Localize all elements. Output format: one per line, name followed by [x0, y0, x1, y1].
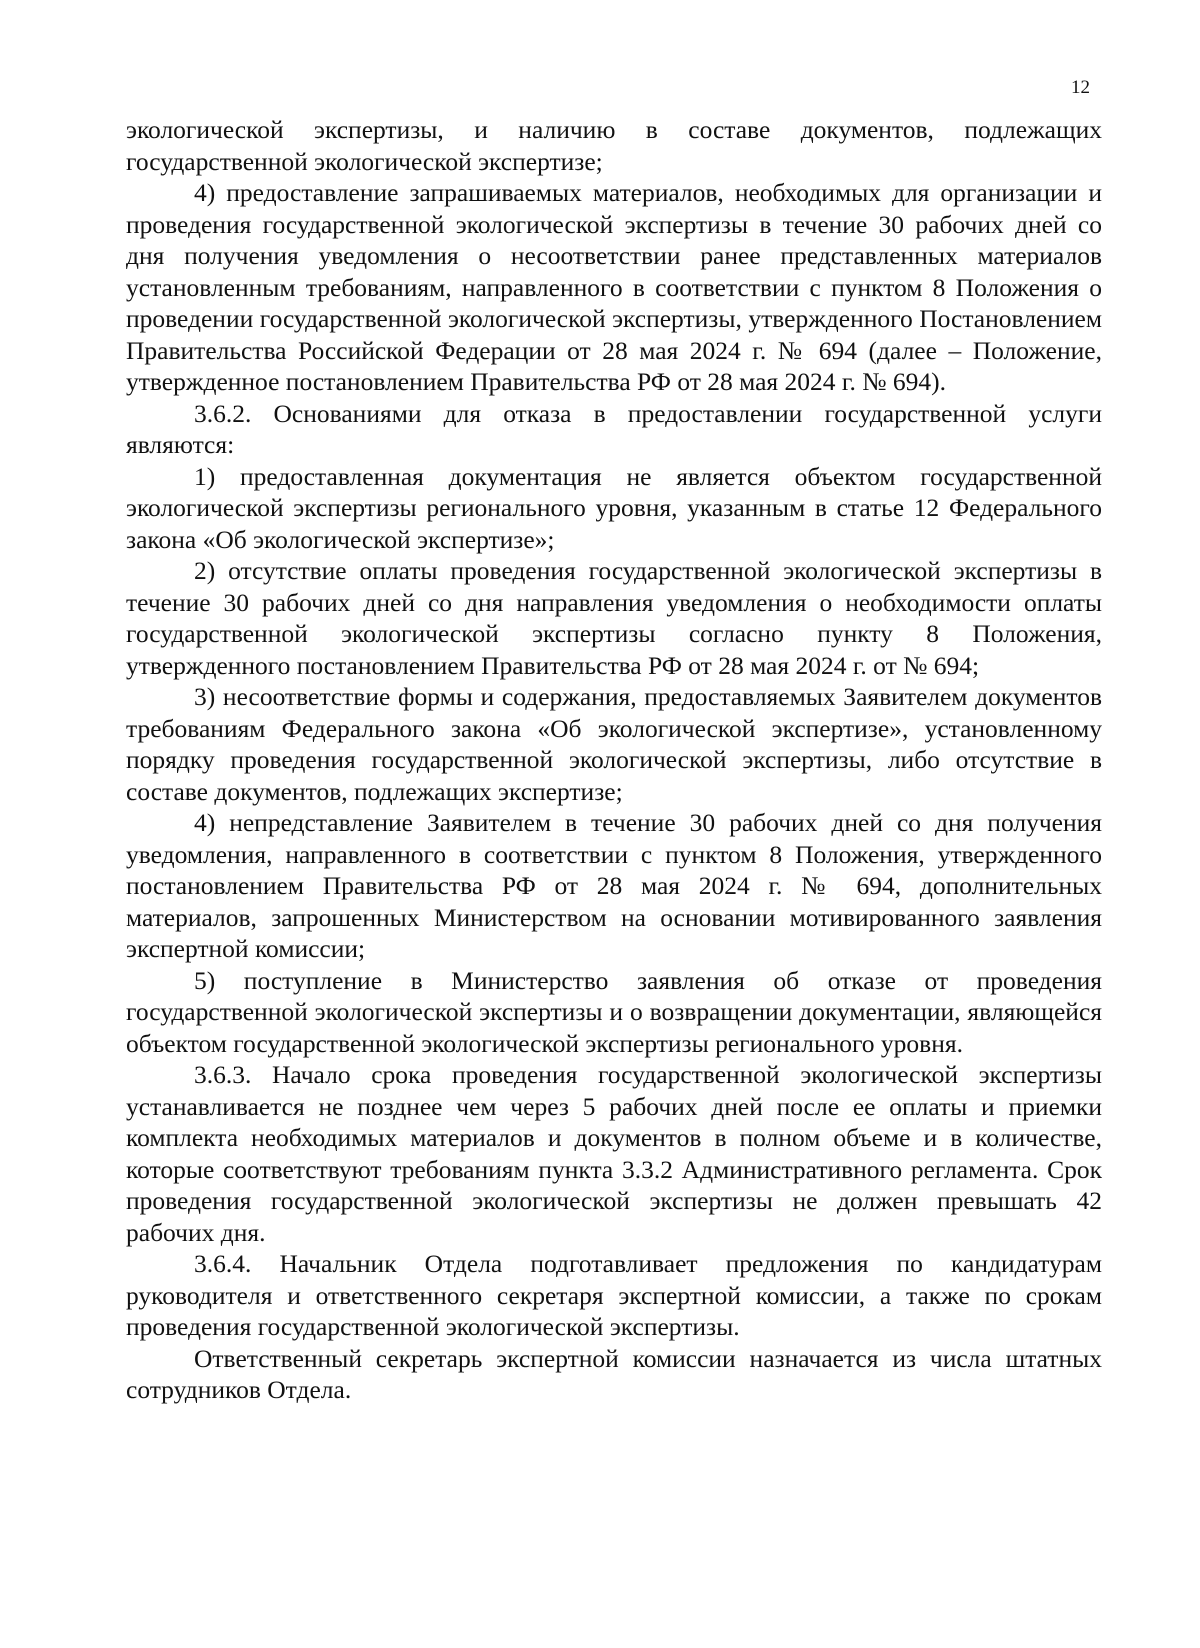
paragraph-item-4-materials: 4) предоставление запрашиваемых материалов, необходимых для организации и проведения государственной экологической экспертизы в течение 30 рабочих дней со дня получения уведомления о несоответствии ранее представленных материалов установленным требованиям, направленного в соответствии с пунктом 8 Положения о проведении государственной экологической экспертизы, утвержденного Постановлением Правительства Российской Федерации от 28 мая 2024 г. № 694 (далее – Положение, утвержденное постановлением Правительства РФ от 28 мая 2024 г. № 694).	[126, 178, 1102, 396]
paragraph-3-6-3-start-of-term: 3.6.3. Начало срока проведения государственной экологической экспертизы устанавливается не позднее чем через 5 рабочих дней после ее оплаты и приемки комплекта необходимых материалов и документов в полном объеме и в количестве, которые соответствуют требованиям пункта 3.3.2 Административного регламента. Срок проведения государственной экологической экспертизы не должен превышать 42 рабочих дня.	[126, 1060, 1102, 1247]
document-body	[126, 114, 1102, 1406]
paragraph-3-6-2-refusal-grounds: 3.6.2. Основаниями для отказа в предоставлении государственной услуги являются:	[126, 398, 1102, 459]
paragraph-continuation: экологической экспертизы, и наличию в составе документов, подлежащих государственной экологической экспертизе;	[126, 115, 1102, 176]
paragraph-executive-secretary: Ответственный секретарь экспертной комиссии назначается из числа штатных сотрудников Отдела.	[126, 1343, 1102, 1404]
paragraph-refusal-item-4: 4) непредставление Заявителем в течение 30 рабочих дней со дня получения уведомления, направленного в соответствии с пунктом 8 Положения, утвержденного постановлением Правительства РФ от 28 мая 2024 г. № 694, дополнительных материалов, запрошенных Министерством на основании мотивированного заявления экспертной комиссии;	[126, 808, 1102, 963]
paragraph-refusal-item-2: 2) отсутствие оплаты проведения государственной экологической экспертизы в течение 30 рабочих дней со дня направления уведомления о необходимости оплаты государственной экологической экспертизы согласно пункту 8 Положения, утвержденного постановлением Правительства РФ от 28 мая 2024 г. от № 694;	[126, 556, 1102, 680]
paragraph-refusal-item-3: 3) несоответствие формы и содержания, предоставляемых Заявителем документов требованиям Федерального закона «Об экологической экспертизе», установленному порядку проведения государственной экологической экспертизы, либо отсутствие в составе документов, подлежащих экспертизе;	[126, 682, 1102, 806]
paragraph-3-6-4-department-head: 3.6.4. Начальник Отдела подготавливает предложения по кандидатурам руководителя и ответственного секретаря экспертной комиссии, а также по срокам проведения государственной экологической экспертизы.	[126, 1249, 1102, 1341]
page-number: 12	[1071, 77, 1090, 98]
paragraph-refusal-item-5: 5) поступление в Министерство заявления об отказе от проведения государственной экологической экспертизы и о возвращении документации, являющейся объектом государственной экологической экспертизы регионального уровня.	[126, 965, 1102, 1058]
paragraph-refusal-item-1: 1) предоставленная документация не является объектом государственной экологической экспертизы регионального уровня, указанным в статье 12 Федерального закона «Об экологической экспертизе»;	[126, 461, 1102, 554]
